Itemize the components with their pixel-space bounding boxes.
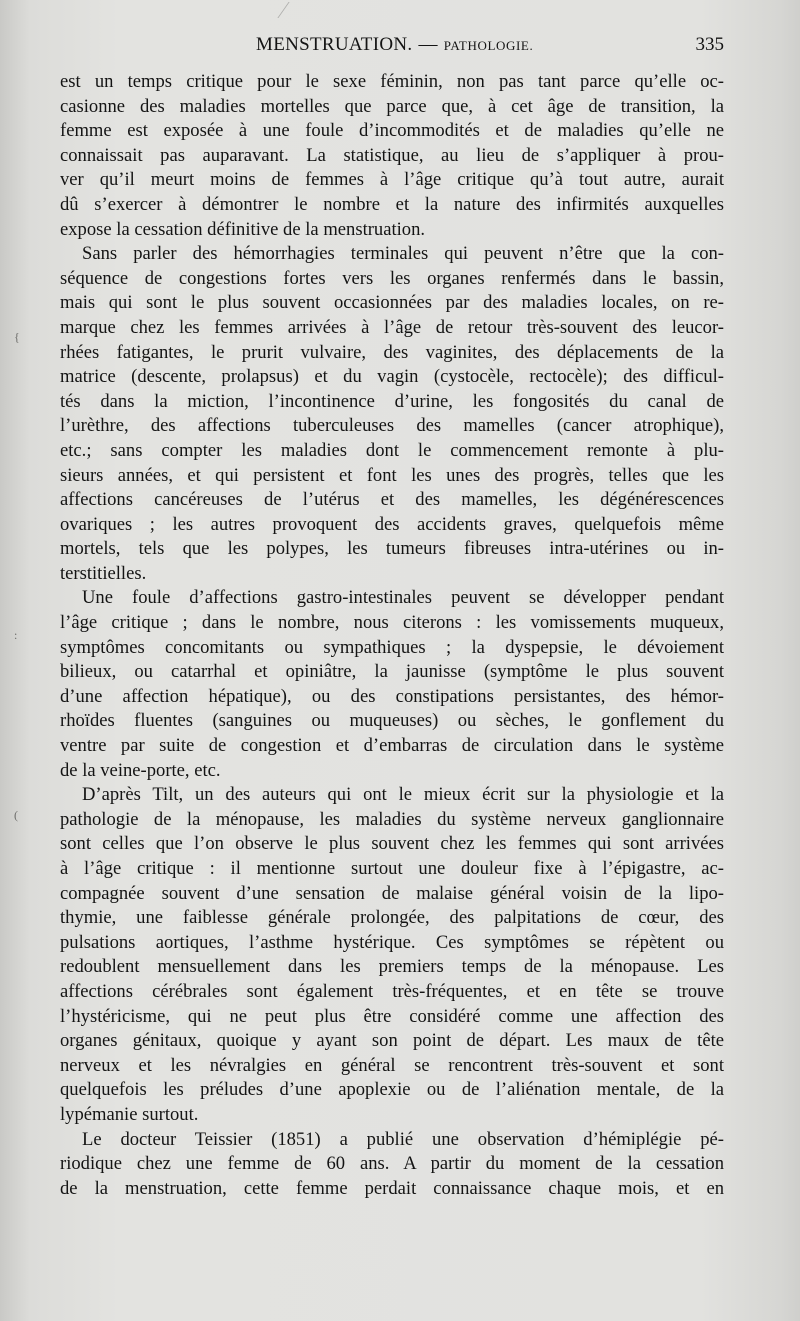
text-line: pathologie de la ménopause, les maladies du système nerveux ganglionnaire bbox=[60, 808, 724, 830]
margin-mark: : bbox=[14, 628, 18, 642]
header-separator: — bbox=[418, 34, 438, 55]
text-line: compagnée souvent d’une sensation de malaise général voisin de la lipo- bbox=[60, 882, 724, 904]
text-line: pulsations aortiques, l’asthme hystérique. Ces symptômes se répètent ou bbox=[60, 931, 724, 953]
text-line: marque chez les femmes arrivées à l’âge de retour très-souvent des leucor- bbox=[60, 316, 724, 338]
scan-artifact-mark bbox=[277, 2, 307, 18]
text-line: etc.; sans compter les maladies dont le commencement remonte à plu- bbox=[60, 439, 724, 461]
text-line: d’une affection hépatique), ou des constipations persistantes, des hémor- bbox=[60, 685, 724, 707]
text-line: de la menstruation, cette femme perdait connaissance chaque mois, et en bbox=[60, 1177, 724, 1199]
text-line: l’urèthre, des affections tuberculeuses des mamelles (cancer atrophique), bbox=[60, 415, 724, 437]
text-line: ventre par suite de congestion et d’embarras de circulation dans le système bbox=[60, 735, 724, 757]
paragraph-start-line: Le docteur Teissier (1851) a publié une observation d’hémiplégie pé- bbox=[82, 1128, 724, 1150]
page-number: 335 bbox=[695, 34, 724, 55]
text-line: expose la cessation définitive de la menstruation. bbox=[60, 218, 426, 240]
text-line: l’âge critique ; dans le nombre, nous citerons : les vomissements muqueux, bbox=[60, 612, 724, 634]
text-line: lypémanie surtout. bbox=[60, 1103, 199, 1125]
text-line: affections cérébrales sont également très-fréquentes, et en tête se trouve bbox=[60, 980, 724, 1002]
text-line: casionne des maladies mortelles que parce que, à cet âge de transition, la bbox=[60, 95, 724, 117]
margin-mark: { bbox=[14, 330, 20, 344]
text-line: dû s’exercer à démontrer le nombre et la nature des infirmités auxquelles bbox=[60, 193, 724, 215]
text-line: rhoïdes fluentes (sanguines ou muqueuses) ou sèches, le gonflement du bbox=[60, 710, 724, 732]
text-line: connaissait pas auparavant. La statistique, au lieu de s’appliquer à prou- bbox=[60, 144, 724, 166]
text-line: sieurs années, et qui persistent et font les unes des progrès, telles que les bbox=[60, 464, 724, 486]
text-line: ver qu’il meurt moins de femmes à l’âge critique qu’à tout autre, aurait bbox=[60, 169, 724, 191]
text-line: terstitielles. bbox=[60, 562, 147, 584]
text-line: séquence de congestions fortes vers les organes renfermés dans le bassin, bbox=[60, 267, 724, 289]
text-line: bilieux, ou catarrhal et opiniâtre, la jaunisse (symptôme le plus souvent bbox=[60, 661, 724, 683]
margin-mark: ( bbox=[14, 808, 18, 822]
text-line: à l’âge critique : il mentionne surtout une douleur fixe à l’épigastre, ac- bbox=[60, 858, 724, 879]
text-line: de la veine-porte, etc. bbox=[60, 759, 221, 781]
text-line: l’hystéricisme, qui ne peut plus être considéré comme une affection des bbox=[60, 1005, 724, 1027]
text-line: riodique chez une femme de 60 ans. A partir du moment de la cessation bbox=[60, 1153, 724, 1175]
text-line: thymie, une faiblesse générale prolongée, des palpitations de cœur, des bbox=[60, 907, 724, 929]
text-line: nerveux et les névralgies en général se rencontrent très-souvent et sont bbox=[60, 1054, 724, 1076]
text-line: affections cancéreuses de l’utérus et des mamelles, les dégénérescences bbox=[60, 489, 724, 511]
header-title: MENSTRUATION. bbox=[256, 34, 413, 55]
text-line: ovariques ; les autres provoquent des accidents graves, quelquefois même bbox=[60, 513, 724, 535]
text-line: quelquefois les préludes d’une apoplexie ou de l’aliénation mentale, de la bbox=[60, 1079, 724, 1101]
paragraph-start-line: Une foule d’affections gastro-intestinales peuvent se développer pendant bbox=[82, 587, 724, 609]
text-line: femme est exposée à une foule d’incommodités et de maladies qu’elle ne bbox=[60, 120, 724, 142]
text-line: mortels, tels que les polypes, les tumeurs fibreuses intra-utérines ou in- bbox=[60, 538, 724, 560]
text-line: redoublent mensuellement dans les premiers temps de la ménopause. Les bbox=[60, 956, 724, 978]
body-text bbox=[60, 70, 724, 1201]
running-title bbox=[256, 34, 533, 56]
header-section: PATHOLOGIE. bbox=[443, 38, 534, 53]
text-line: tés dans la miction, l’incontinence d’urine, les fongosités du canal de bbox=[60, 390, 724, 412]
text-line: symptômes concomitants ou sympathiques ; la dyspepsie, le dévoiement bbox=[60, 636, 724, 658]
text-line: organes génitaux, quoique y ayant son point de départ. Les maux de tête bbox=[60, 1030, 724, 1052]
paragraph-start-line: Sans parler des hémorrhagies terminales qui peuvent n’être que la con- bbox=[82, 243, 724, 265]
running-header bbox=[60, 34, 724, 58]
text-line: rhées fatigantes, le prurit vulvaire, des vaginites, des déplacements de la bbox=[60, 341, 724, 363]
paragraph-start-line: D’après Tilt, un des auteurs qui ont le mieux écrit sur la physiologie et la bbox=[82, 784, 724, 806]
text-line: matrice (descente, prolapsus) et du vagin (cystocèle, rectocèle); des difficul- bbox=[60, 366, 724, 388]
text-line: sont celles que l’on observe le plus souvent chez les femmes qui sont arrivées bbox=[60, 833, 724, 855]
text-line: est un temps critique pour le sexe féminin, non pas tant parce qu’elle oc- bbox=[60, 71, 724, 92]
text-line: mais qui sont le plus souvent occasionnées par des maladies locales, on re- bbox=[60, 292, 724, 314]
